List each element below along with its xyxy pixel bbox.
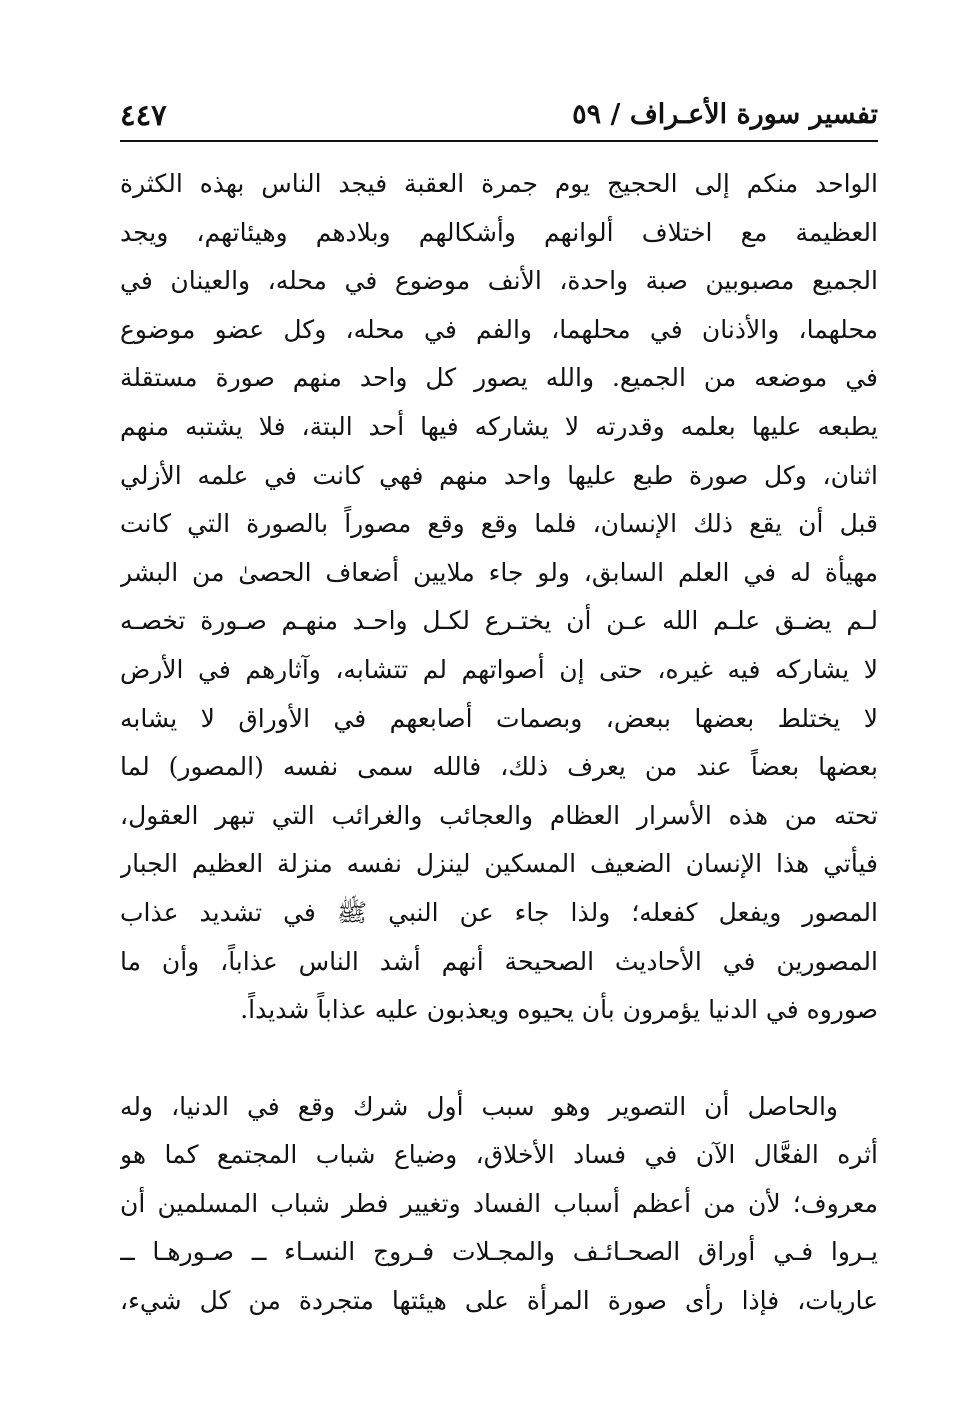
text-line: مهيأة له في العلم السابق، ولو جاء ملايين أضعاف الحصىٰ من البشر [120, 557, 878, 587]
text-line: لـم يضـق علـم الله عـن أن يختـرع لكـل واحـد منهـم صـورة تخصـه [120, 606, 878, 636]
text-line: تحته من هذه الأسرار العظام والعجائب والغرائب التي تبهر العقول، [120, 800, 878, 830]
text-line: بعضها بعضاً عند من يعرف ذلك، فالله سمى نفسه (المصور) لما [120, 752, 878, 782]
header-divider [120, 140, 878, 142]
text-line: لا يختلط بعضها ببعض، وبصمات أصابعهم في الأوراق لا يشابه [120, 703, 878, 733]
paragraph-1 [120, 160, 878, 1035]
paragraph-spacer [120, 1035, 878, 1083]
text-line: يطبعه عليها بعلمه وقدرته لا يشاركه فيها أحد البتة، فلا يشتبه منهم [120, 411, 878, 441]
text-line: المصورين في الأحاديث الصحيحة أنهم أشد الناس عذاباً، وأن ما [120, 946, 878, 976]
header-title: تفسير سورة الأعـراف / ٥٩ [572, 99, 878, 130]
text-line: الواحد منكم إلى الحجيج يوم جمرة العقبة فيجد الناس بهذه الكثرة [120, 169, 878, 198]
text-line: فيأتي هذا الإنسان الضعيف المسكين لينزل نفسه منزلة العظيم الجبار [120, 849, 878, 879]
paragraph-2 [120, 1083, 878, 1326]
text-line: الجميع مصبوبين صبة واحدة، الأنف موضوع في محله، والعينان في [120, 266, 878, 296]
text-line: عاريات، فإذا رأى صورة المرأة على هيئتها متجردة من كل شيء، [120, 1286, 878, 1316]
text-line: المصور ويفعل كفعله؛ ولذا جاء عن النبي ﷺ في تشديد عذاب [120, 897, 878, 927]
text-line: لا يشاركه فيه غيره، حتى إن أصواتهم لم تتشابه، وآثارهم في الأرض [120, 654, 878, 684]
text-line: صوروه في الدنيا يؤمرون بأن يحيوه ويعذبون عليه عذاباً شديداً. [240, 995, 878, 1025]
text-line: في موضعه من الجميع. والله يصور كل واحد منهم صورة مستقلة [120, 363, 878, 393]
text-line: محلهما، والأذنان في محلهما، والفم في محله، وكل عضو موضوع [120, 314, 878, 344]
running-header [120, 92, 878, 138]
text-line: يـروا فـي أوراق الصحـائـف والمجـلات فـروج النسـاء ــ صـورهـا ــ [120, 1237, 878, 1267]
page-number: ٤٤٧ [120, 98, 167, 132]
text-line: اثنان، وكل صورة طبع عليها واحد منهم فهي كانت في علمه الأزلي [120, 460, 878, 490]
body-text [120, 160, 878, 1326]
text-line: أثره الفعَّال الآن في فساد الأخلاق، وضياع شباب المجتمع كما هو [120, 1140, 878, 1170]
text-line: قبل أن يقع ذلك الإنسان، فلما وقع وقع مصوراً بالصورة التي كانت [120, 509, 878, 539]
text-line: العظيمة مع اختلاف ألوانهم وأشكالهم وبلادهم وهيئاتهم، ويجد [120, 217, 878, 247]
text-line: والحاصل أن التصوير وهو سبب أول شرك وقع في الدنيا، وله [120, 1091, 838, 1121]
text-line: معروف؛ لأن من أعظم أسباب الفساد وتغيير فطر شباب المسلمين أن [120, 1188, 878, 1218]
